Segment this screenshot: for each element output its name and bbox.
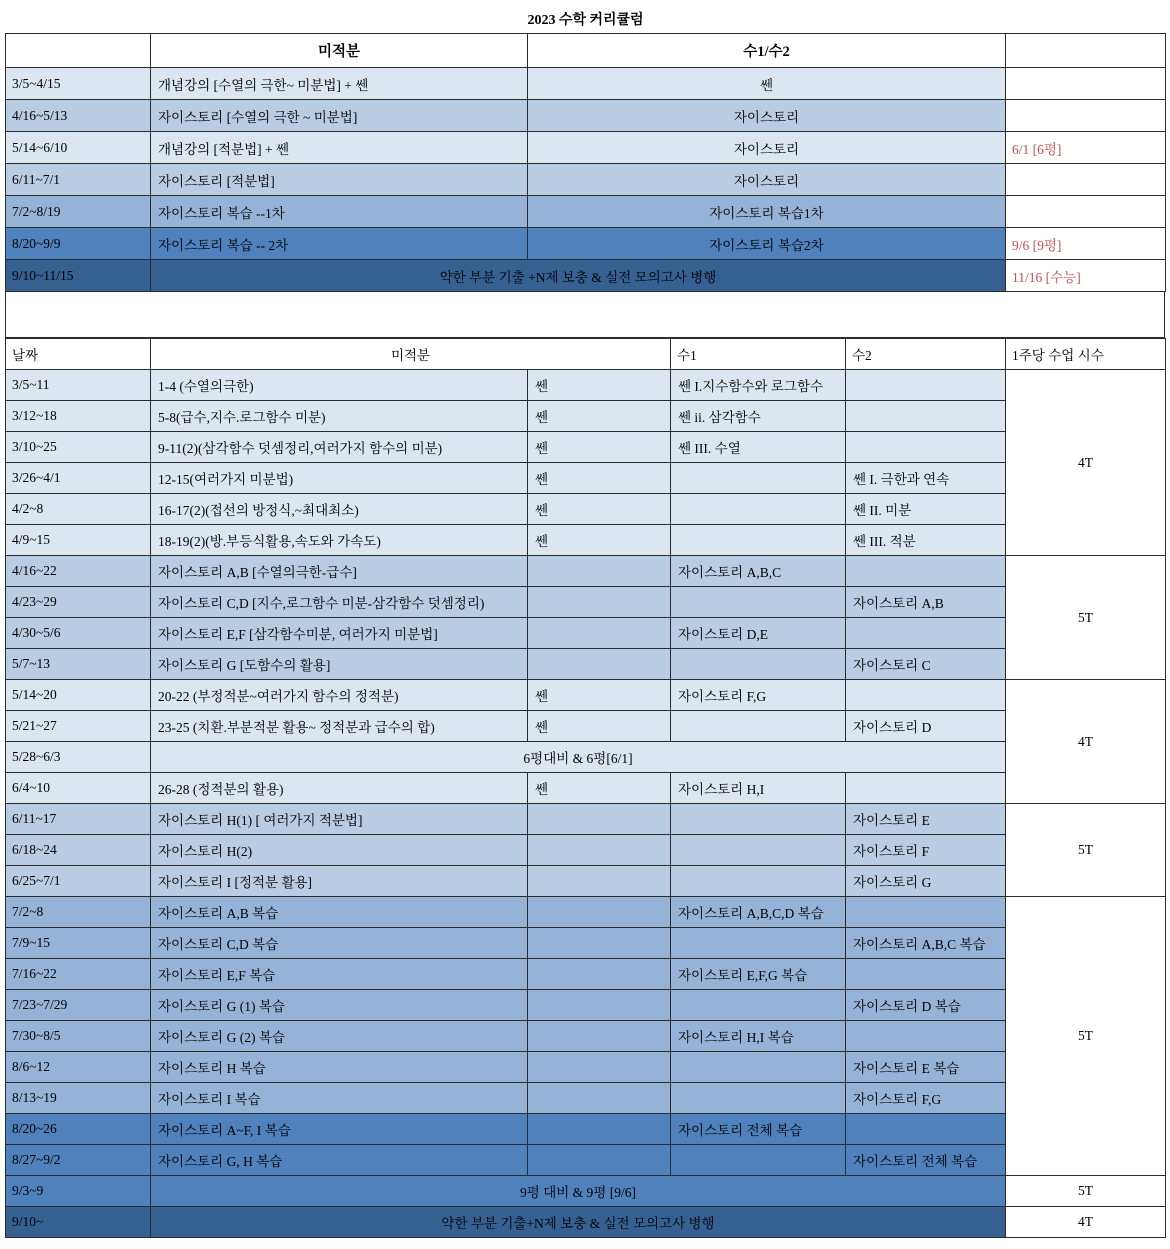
schedule-span-note: 9평 대비 & 9평 [9/6]: [151, 1176, 1006, 1207]
overview-date: 9/10~11/15: [6, 260, 151, 292]
schedule-header-math1: 수1: [671, 339, 846, 370]
overview-exam: [1006, 100, 1166, 132]
schedule-math2: 자이스토리 D 복습: [846, 990, 1006, 1021]
schedule-ssen: 쎈: [528, 401, 671, 432]
schedule-date: 7/30~8/5: [6, 1021, 151, 1052]
schedule-calculus: 23-25 (치환.부분적분 활용~ 정적분과 급수의 합): [151, 711, 528, 742]
overview-exam: 9/6 [9평]: [1006, 228, 1166, 260]
table-row: [6, 1176, 1166, 1207]
schedule-math2: 자이스토리 G: [846, 866, 1006, 897]
table-row: [6, 835, 1166, 866]
schedule-header-row: [6, 339, 1166, 370]
table-row: [6, 164, 1166, 196]
schedule-math1: 자이스토리 A,B,C,D 복습: [671, 897, 846, 928]
schedule-calculus: 자이스토리 H 복습: [151, 1052, 528, 1083]
table-row: [6, 463, 1166, 494]
overview-date: 5/14~6/10: [6, 132, 151, 164]
schedule-math2: 자이스토리 F: [846, 835, 1006, 866]
schedule-calculus: 자이스토리 E,F [삼각함수미분, 여러가지 미분법]: [151, 618, 528, 649]
overview-date: 8/20~9/9: [6, 228, 151, 260]
schedule-ssen: [528, 1083, 671, 1114]
table-row: [6, 100, 1166, 132]
table-row: [6, 525, 1166, 556]
schedule-calculus: 자이스토리 C,D 복습: [151, 928, 528, 959]
schedule-hours: 4T: [1006, 1207, 1166, 1238]
schedule-ssen: 쎈: [528, 711, 671, 742]
schedule-date: 6/4~10: [6, 773, 151, 804]
overview-date: 3/5~4/15: [6, 68, 151, 100]
schedule-date: 6/11~17: [6, 804, 151, 835]
schedule-calculus: 9-11(2)(삼각함수 덧셈정리,여러가지 함수의 미분): [151, 432, 528, 463]
schedule-date: 4/16~22: [6, 556, 151, 587]
schedule-table: [5, 338, 1166, 1238]
curriculum-sheet: [0, 4, 1170, 1249]
schedule-date: 5/7~13: [6, 649, 151, 680]
schedule-header-hours: 1주당 수업 시수: [1006, 339, 1166, 370]
overview-calculus: 자이스토리 [수열의 극한 ~ 미분법]: [151, 100, 528, 132]
schedule-math2: 자이스토리 A,B: [846, 587, 1006, 618]
overview-math12: 자이스토리: [528, 164, 1006, 196]
table-row: [6, 804, 1166, 835]
schedule-ssen: [528, 897, 671, 928]
overview-exam: [1006, 164, 1166, 196]
overview-exam: [1006, 196, 1166, 228]
schedule-ssen: 쎈: [528, 773, 671, 804]
schedule-calculus: 자이스토리 G, H 복습: [151, 1145, 528, 1176]
schedule-math2: [846, 773, 1006, 804]
schedule-calculus: 자이스토리 C,D [지수,로그함수 미분-삼각함수 덧셈정리): [151, 587, 528, 618]
overview-table: [5, 4, 1166, 292]
schedule-math1: [671, 1052, 846, 1083]
schedule-math1: [671, 463, 846, 494]
schedule-math1: [671, 928, 846, 959]
schedule-calculus: 자이스토리 I [정적분 활용]: [151, 866, 528, 897]
overview-exam: 11/16 [수능]: [1006, 260, 1166, 292]
schedule-math2: [846, 1021, 1006, 1052]
overview-calculus: 자이스토리 [적분법]: [151, 164, 528, 196]
schedule-math1: [671, 1145, 846, 1176]
schedule-ssen: 쎈: [528, 432, 671, 463]
schedule-ssen: [528, 928, 671, 959]
overview-date: 4/16~5/13: [6, 100, 151, 132]
overview-calculus: 약한 부분 기출 +N제 보충 & 실전 모의고사 병행: [151, 260, 1006, 292]
schedule-ssen: [528, 1052, 671, 1083]
table-separator-band: [5, 292, 1165, 338]
schedule-ssen: [528, 959, 671, 990]
schedule-math1: 쎈 III. 수열: [671, 432, 846, 463]
schedule-math1: [671, 835, 846, 866]
schedule-ssen: [528, 835, 671, 866]
schedule-date: 3/5~11: [6, 370, 151, 401]
overview-math12: 자이스토리 복습2차: [528, 228, 1006, 260]
schedule-math2: [846, 401, 1006, 432]
schedule-math1: 자이스토리 E,F,G 복습: [671, 959, 846, 990]
overview-calculus: 자이스토리 복습 -- 2차: [151, 228, 528, 260]
schedule-math1: 자이스토리 H,I 복습: [671, 1021, 846, 1052]
schedule-calculus: 자이스토리 I 복습: [151, 1083, 528, 1114]
schedule-date: 4/23~29: [6, 587, 151, 618]
schedule-hours: 5T: [1006, 1176, 1166, 1207]
schedule-hours: 4T: [1006, 370, 1166, 556]
schedule-date: 7/23~7/29: [6, 990, 151, 1021]
table-row: [6, 556, 1166, 587]
schedule-calculus: 16-17(2)(접선의 방정식,~최대최소): [151, 494, 528, 525]
schedule-math2: 자이스토리 E: [846, 804, 1006, 835]
schedule-date: 7/2~8: [6, 897, 151, 928]
overview-date: 7/2~8/19: [6, 196, 151, 228]
schedule-math2: 자이스토리 F,G: [846, 1083, 1006, 1114]
schedule-calculus: 자이스토리 G [도함수의 활용]: [151, 649, 528, 680]
schedule-math2: [846, 897, 1006, 928]
schedule-math2: [846, 432, 1006, 463]
schedule-date: 5/21~27: [6, 711, 151, 742]
schedule-math1: [671, 804, 846, 835]
table-row: [6, 866, 1166, 897]
schedule-ssen: 쎈: [528, 680, 671, 711]
overview-title-row: [6, 4, 1166, 34]
schedule-ssen: 쎈: [528, 494, 671, 525]
table-row: [6, 742, 1166, 773]
schedule-date: 3/12~18: [6, 401, 151, 432]
schedule-calculus: 자이스토리 E,F 복습: [151, 959, 528, 990]
schedule-ssen: [528, 587, 671, 618]
overview-exam: 6/1 [6평]: [1006, 132, 1166, 164]
schedule-ssen: [528, 866, 671, 897]
table-row: [6, 897, 1166, 928]
schedule-calculus: 자이스토리 A~F, I 복습: [151, 1114, 528, 1145]
schedule-calculus: 자이스토리 G (2) 복습: [151, 1021, 528, 1052]
table-row: [6, 1207, 1166, 1238]
schedule-date: 5/14~20: [6, 680, 151, 711]
table-row: [6, 228, 1166, 260]
schedule-hours: 4T: [1006, 680, 1166, 804]
schedule-calculus: 자이스토리 A,B [수열의극한-급수]: [151, 556, 528, 587]
schedule-header-calculus: 미적분: [151, 339, 671, 370]
schedule-ssen: 쎈: [528, 525, 671, 556]
schedule-hours: 5T: [1006, 804, 1166, 897]
schedule-date: 3/10~25: [6, 432, 151, 463]
table-row: [6, 959, 1166, 990]
schedule-date: 8/13~19: [6, 1083, 151, 1114]
schedule-math2: [846, 1114, 1006, 1145]
overview-header-row: [6, 34, 1166, 68]
schedule-math1: 자이스토리 D,E: [671, 618, 846, 649]
overview-calculus: 개념강의 [적분법] + 쎈: [151, 132, 528, 164]
overview-calculus: 개념강의 [수열의 극한~ 미분법] + 쎈: [151, 68, 528, 100]
schedule-math1: [671, 494, 846, 525]
schedule-hours: 5T: [1006, 897, 1166, 1176]
table-row: [6, 1083, 1166, 1114]
overview-math12: 쎈: [528, 68, 1006, 100]
schedule-date: 4/30~5/6: [6, 618, 151, 649]
schedule-ssen: [528, 1114, 671, 1145]
schedule-span-note: 약한 부분 기출+N제 보충 & 실전 모의고사 병행: [151, 1207, 1006, 1238]
schedule-math1: 쎈 ii. 삼각함수: [671, 401, 846, 432]
schedule-date: 7/9~15: [6, 928, 151, 959]
table-row: [6, 196, 1166, 228]
schedule-date: 3/26~4/1: [6, 463, 151, 494]
table-row: [6, 618, 1166, 649]
schedule-math2: 쎈 I. 극한과 연속: [846, 463, 1006, 494]
overview-header-date: [6, 34, 151, 68]
table-row: [6, 68, 1166, 100]
schedule-ssen: [528, 990, 671, 1021]
schedule-ssen: [528, 804, 671, 835]
schedule-math2: 쎈 II. 미분: [846, 494, 1006, 525]
schedule-calculus: 자이스토리 H(2): [151, 835, 528, 866]
schedule-ssen: 쎈: [528, 370, 671, 401]
schedule-math1: 자이스토리 H,I: [671, 773, 846, 804]
schedule-calculus: 26-28 (정적분의 활용): [151, 773, 528, 804]
schedule-math1: [671, 866, 846, 897]
table-row: [6, 680, 1166, 711]
schedule-header-date: 날짜: [6, 339, 151, 370]
schedule-date: 8/27~9/2: [6, 1145, 151, 1176]
table-row: [6, 990, 1166, 1021]
overview-exam: [1006, 68, 1166, 100]
schedule-math1: [671, 711, 846, 742]
schedule-math1: 자이스토리 F,G: [671, 680, 846, 711]
schedule-hours: 5T: [1006, 556, 1166, 680]
table-row: [6, 132, 1166, 164]
schedule-calculus: 5-8(급수,지수.로그함수 미분): [151, 401, 528, 432]
schedule-math2: 자이스토리 D: [846, 711, 1006, 742]
schedule-calculus: 20-22 (부정적분~여러가지 함수의 정적분): [151, 680, 528, 711]
schedule-math1: 자이스토리 전체 복습: [671, 1114, 846, 1145]
schedule-math2: 쎈 III. 적분: [846, 525, 1006, 556]
schedule-math2: [846, 959, 1006, 990]
schedule-math2: 자이스토리 C: [846, 649, 1006, 680]
page-title: 2023 수학 커리큘럼: [6, 4, 1166, 34]
overview-header-exam: [1006, 34, 1166, 68]
schedule-date: 4/9~15: [6, 525, 151, 556]
table-row: [6, 260, 1166, 292]
overview-math12: 자이스토리: [528, 100, 1006, 132]
schedule-date: 7/16~22: [6, 959, 151, 990]
schedule-math1: [671, 587, 846, 618]
overview-math12: 자이스토리 복습1차: [528, 196, 1006, 228]
schedule-calculus: 자이스토리 A,B 복습: [151, 897, 528, 928]
table-row: [6, 711, 1166, 742]
table-row: [6, 1114, 1166, 1145]
table-row: [6, 494, 1166, 525]
table-row: [6, 1021, 1166, 1052]
schedule-calculus: 18-19(2)(방.부등식활용,속도와 가속도): [151, 525, 528, 556]
table-row: [6, 587, 1166, 618]
overview-calculus: 자이스토리 복습 --1차: [151, 196, 528, 228]
schedule-date: 6/25~7/1: [6, 866, 151, 897]
table-row: [6, 773, 1166, 804]
schedule-ssen: [528, 618, 671, 649]
schedule-date: 9/3~9: [6, 1176, 151, 1207]
schedule-ssen: [528, 649, 671, 680]
schedule-header-math2: 수2: [846, 339, 1006, 370]
overview-header-math12: 수1/수2: [528, 34, 1006, 68]
table-row: [6, 1145, 1166, 1176]
schedule-date: 5/28~6/3: [6, 742, 151, 773]
schedule-math2: [846, 556, 1006, 587]
table-row: [6, 928, 1166, 959]
overview-header-calculus: 미적분: [151, 34, 528, 68]
schedule-date: 8/6~12: [6, 1052, 151, 1083]
table-row: [6, 370, 1166, 401]
schedule-math2: 자이스토리 전체 복습: [846, 1145, 1006, 1176]
schedule-calculus: 1-4 (수열의극한): [151, 370, 528, 401]
schedule-math1: [671, 990, 846, 1021]
schedule-ssen: [528, 556, 671, 587]
schedule-calculus: 자이스토리 H(1) [ 여러가지 적분법]: [151, 804, 528, 835]
schedule-ssen: [528, 1145, 671, 1176]
schedule-math2: [846, 680, 1006, 711]
schedule-date: 8/20~26: [6, 1114, 151, 1145]
schedule-math2: 자이스토리 E 복습: [846, 1052, 1006, 1083]
table-row: [6, 1052, 1166, 1083]
schedule-math1: [671, 649, 846, 680]
schedule-calculus: 자이스토리 G (1) 복습: [151, 990, 528, 1021]
schedule-math2: [846, 370, 1006, 401]
overview-date: 6/11~7/1: [6, 164, 151, 196]
schedule-calculus: 12-15(여러가지 미분법): [151, 463, 528, 494]
schedule-date: 9/10~: [6, 1207, 151, 1238]
overview-math12: 자이스토리: [528, 132, 1006, 164]
schedule-math1: 쎈 I.지수함수와 로그함수: [671, 370, 846, 401]
schedule-ssen: 쎈: [528, 463, 671, 494]
table-row: [6, 649, 1166, 680]
schedule-math1: 자이스토리 A,B,C: [671, 556, 846, 587]
schedule-span-note: 6평대비 & 6평[6/1]: [151, 742, 1006, 773]
schedule-date: 6/18~24: [6, 835, 151, 866]
schedule-math1: [671, 525, 846, 556]
schedule-math1: [671, 1083, 846, 1114]
schedule-ssen: [528, 1021, 671, 1052]
schedule-math2: [846, 618, 1006, 649]
schedule-math2: 자이스토리 A,B,C 복습: [846, 928, 1006, 959]
table-row: [6, 401, 1166, 432]
schedule-date: 4/2~8: [6, 494, 151, 525]
table-row: [6, 432, 1166, 463]
